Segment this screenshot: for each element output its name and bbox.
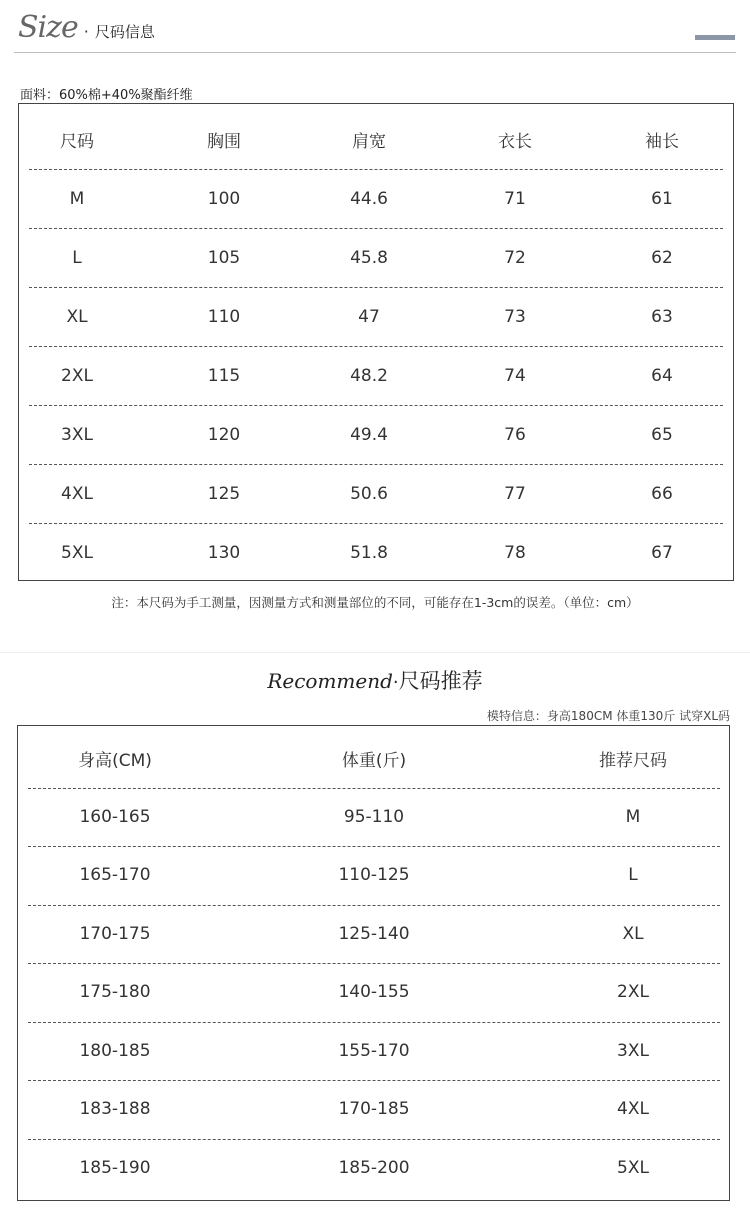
table-row (18, 1022, 729, 1081)
size-script-title: Size (18, 10, 78, 45)
model-info: 模特信息：身高180CM 体重130斤 试穿XL码 (486, 709, 730, 723)
table-cell: 130 (207, 542, 241, 563)
table-cell: 49.4 (350, 424, 388, 445)
table-cell: 67 (651, 542, 673, 563)
table-cell: 64 (651, 365, 673, 386)
table-row (19, 405, 733, 464)
table-cell: 170-185 (338, 1099, 410, 1120)
row-divider (28, 1139, 720, 1140)
table-row (18, 963, 729, 1022)
row-divider (28, 788, 720, 789)
header-dot: · (83, 22, 89, 41)
table-cell: 47 (358, 306, 380, 327)
row-divider (29, 405, 723, 406)
header-accent-bar (695, 35, 735, 40)
size-header (18, 10, 155, 46)
table-cell: 66 (651, 483, 673, 504)
row-divider (28, 963, 720, 964)
table-cell: 120 (207, 424, 241, 445)
table-row (19, 464, 733, 523)
table-cell: 45.8 (350, 247, 388, 268)
row-divider (29, 228, 723, 229)
size-chart-table (18, 103, 734, 581)
row-divider (29, 287, 723, 288)
table-cell: 4XL (617, 1099, 649, 1120)
table-row (18, 1139, 729, 1198)
table-cell: 2XL (617, 982, 649, 1003)
table-cell: XL (622, 923, 644, 944)
table-cell: 155-170 (338, 1040, 410, 1061)
table-cell: 71 (504, 188, 526, 209)
measurement-note: 注：本尺码为手工测量，因测量方式和测量部位的不同，可能存在1-3cm的误差。（单位：cm） (111, 595, 639, 610)
table-cell: 62 (651, 247, 673, 268)
header-cell: 尺码 (60, 132, 94, 152)
table-cell: 48.2 (350, 365, 388, 386)
table-cell: 73 (504, 306, 526, 327)
fabric-composition: 面料：60%棉+40%聚酯纤维 (20, 88, 193, 103)
table-cell: 77 (504, 483, 526, 504)
table-cell: 78 (504, 542, 526, 563)
recommend-table (17, 725, 730, 1201)
table-cell: 185-200 (338, 1157, 410, 1178)
recommend-script-title: Recommend (267, 669, 393, 693)
table-cell: 100 (207, 188, 241, 209)
table-cell: 105 (207, 247, 241, 268)
header-divider (14, 52, 736, 53)
table-cell: 180-185 (79, 1040, 151, 1061)
row-divider (29, 464, 723, 465)
row-divider (29, 346, 723, 347)
table-cell: 175-180 (79, 982, 151, 1003)
table-cell: 44.6 (350, 188, 388, 209)
recommend-section-title: 尺码推荐 (398, 669, 483, 693)
row-divider (28, 1022, 720, 1023)
table-cell: 72 (504, 247, 526, 268)
table-cell: 110 (207, 306, 241, 327)
table-cell: 74 (504, 365, 526, 386)
table-cell: 3XL (61, 424, 93, 445)
table-cell: 76 (504, 424, 526, 445)
row-divider (28, 1080, 720, 1081)
table-cell: 165-170 (79, 865, 151, 886)
table-row (19, 228, 733, 287)
header-cell: 胸围 (207, 132, 241, 152)
table-row (19, 287, 733, 346)
table-cell: 125-140 (338, 923, 410, 944)
table-cell: 115 (207, 365, 241, 386)
table-cell: M (69, 188, 85, 209)
table-cell: 51.8 (350, 542, 388, 563)
table-cell: 125 (207, 483, 241, 504)
table-cell: 160-165 (79, 806, 151, 827)
row-divider (29, 169, 723, 170)
table-cell: 183-188 (79, 1099, 151, 1120)
size-section-title: 尺码信息 (94, 23, 155, 41)
table-cell: 63 (651, 306, 673, 327)
header-cell: 肩宽 (352, 132, 386, 152)
table-cell: M (625, 806, 641, 827)
row-divider (28, 905, 720, 906)
table-cell: 2XL (61, 365, 93, 386)
table-row (19, 169, 733, 228)
table-cell: L (628, 865, 638, 886)
row-divider (28, 846, 720, 847)
table-row (18, 905, 729, 964)
header-cell: 袖长 (645, 132, 679, 152)
table-cell: 185-190 (79, 1157, 151, 1178)
table-cell: XL (66, 306, 88, 327)
row-divider (29, 523, 723, 524)
table-row (18, 846, 729, 905)
header-cell: 推荐尺码 (599, 750, 667, 771)
table-cell: 61 (651, 188, 673, 209)
table-cell: 170-175 (79, 923, 151, 944)
table-header-row (18, 729, 729, 788)
table-cell: 95-110 (343, 806, 405, 827)
table-cell: 110-125 (338, 865, 410, 886)
table-cell: 65 (651, 424, 673, 445)
table-row (19, 523, 733, 582)
table-cell: 3XL (617, 1040, 649, 1061)
recommend-dot: · (392, 672, 399, 693)
table-cell: 140-155 (338, 982, 410, 1003)
table-header-row (19, 110, 733, 169)
header-cell: 身高(CM) (78, 750, 152, 771)
table-cell: 50.6 (350, 483, 388, 504)
table-cell: 5XL (617, 1157, 649, 1178)
recommend-header (0, 665, 750, 695)
header-cell: 体重(斤) (341, 750, 407, 771)
table-cell: 5XL (61, 542, 93, 563)
header-cell: 衣长 (498, 132, 532, 152)
table-cell: L (72, 247, 82, 268)
table-row (19, 346, 733, 405)
table-row (18, 1080, 729, 1139)
table-cell: 4XL (61, 483, 93, 504)
table-row (18, 788, 729, 847)
